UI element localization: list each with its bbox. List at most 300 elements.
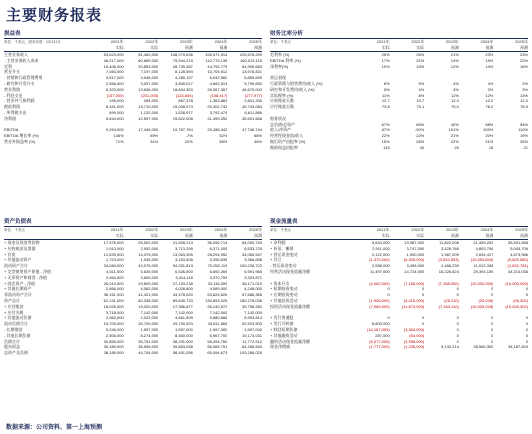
cell-value: 82,338,000 <box>138 297 159 303</box>
cell-value: 11,772,512 <box>242 338 262 344</box>
cell-value: 14,724,000 <box>404 268 425 274</box>
row-label: 流动负债合计 <box>4 321 28 327</box>
cell-value: 2,506,000 <box>105 332 124 338</box>
row-label: 毛利 <box>4 63 12 69</box>
type-header: 实际 <box>124 45 159 52</box>
row-label: 营业外损益率 (%) <box>4 138 36 144</box>
income-table <box>4 39 262 145</box>
cell-value: 12.0 <box>485 98 494 104</box>
cell-value: 2,558,000 <box>371 263 390 269</box>
cell-value: 13% <box>519 92 528 98</box>
cell-value: 19,320,000 <box>138 303 159 309</box>
type-header: 预测 <box>424 45 459 52</box>
cell-value: 4,662,913 <box>209 80 228 86</box>
row-label: + 其他流动资产 <box>4 257 32 263</box>
cell-value: 3,296,835 <box>209 257 228 263</box>
cell-value: 0 <box>525 315 528 321</box>
cell-value: 25,502,000 <box>138 240 159 245</box>
balance-rows <box>4 240 262 356</box>
cell-value: 5,644,000 <box>105 115 124 121</box>
cell-value: 58,451,056 <box>172 350 193 356</box>
cell-value: 4,673,986 <box>510 251 528 257</box>
cell-value: 3,747,000 <box>406 245 425 251</box>
cell-value: 3,428,789 <box>441 245 459 251</box>
cell-value: 6,692,269 <box>209 268 228 274</box>
row-label: EBITDA 利率 (%) <box>270 57 301 63</box>
table-row <box>4 139 262 145</box>
cell-value: 27,153,238 <box>172 280 193 286</box>
cell-value: 39,863,038 <box>172 344 193 350</box>
cell-value: 30,855,000 <box>103 338 124 344</box>
cell-value: 52% <box>219 133 228 139</box>
cell-value: 195,000 <box>109 98 124 104</box>
cell-value: 8,460,000 <box>175 332 193 338</box>
cell-value: 12% <box>485 92 494 98</box>
cell-value: (11,673,000) <box>401 303 425 309</box>
cell-value: 3,849,017 <box>175 80 193 86</box>
cell-value: 3,414,118 <box>175 274 193 280</box>
cell-value: (7,183,110) <box>438 303 459 309</box>
cell-value: 28,294,952 <box>207 251 228 257</box>
cell-value: 29,394,159 <box>473 268 494 274</box>
cell-value: 103,286,025 <box>239 350 262 356</box>
cell-value: 14,375,000 <box>138 251 159 257</box>
unit-label: 单位：千美元 <box>270 40 291 44</box>
row-label: 负债合计 <box>4 338 20 344</box>
row-label: + 现金及现金等价物 <box>4 240 40 245</box>
cell-value: 33,116,309 <box>207 280 228 286</box>
cell-value: (25,028) <box>478 297 494 303</box>
cell-value: 0 <box>525 321 528 327</box>
row-label: 流动资产合计 <box>4 263 28 269</box>
cell-value: 47,746,744 <box>241 127 262 133</box>
cell-value: 35,751,000 <box>138 338 159 344</box>
table-row <box>270 344 528 350</box>
cell-value: 22% <box>381 133 390 139</box>
row-label: 税前权益回报率 <box>270 144 298 150</box>
cell-value: 62,131,000 <box>103 297 124 303</box>
cell-value: 4% <box>453 86 459 92</box>
cell-value: 4,028,800 <box>175 286 193 292</box>
cell-value: 25 <box>454 144 459 150</box>
cell-value: 2,841,330 <box>244 98 262 104</box>
type-header: 预测 <box>459 45 494 52</box>
cell-value: 21% <box>450 133 459 139</box>
cell-value: 225,576,290 <box>239 52 262 57</box>
cell-value: 36,151,000 <box>103 292 124 298</box>
cell-value: 11,012,338 <box>473 263 494 269</box>
row-label: 营运表现 <box>270 75 286 81</box>
cell-value: 8,128,594 <box>175 69 193 75</box>
cell-value: 6,526,500 <box>175 268 193 274</box>
row-label: + 资本开支 <box>270 280 290 286</box>
cell-value: 75.0 <box>451 104 459 110</box>
cell-value: 3,370,709 <box>209 274 228 280</box>
cell-value: 53,623,000 <box>103 52 124 57</box>
year-header: 2021年 <box>376 227 390 232</box>
cell-value: 21% <box>416 57 425 63</box>
cell-value: 44,704,000 <box>138 350 159 356</box>
cell-value: 7,142,000 <box>209 309 228 315</box>
row-label: + 应付账款 <box>4 303 24 309</box>
cell-value: 3,366,698 <box>244 257 262 263</box>
cell-value: 29,790,923 <box>172 321 193 327</box>
cell-value: (124,654) <box>175 92 193 98</box>
row-label: 实际税率 (%) <box>270 92 294 98</box>
cell-value: 26% <box>416 138 425 144</box>
cell-value: 0 <box>491 338 494 344</box>
row-label: + 长期投资变动 <box>270 292 298 298</box>
cell-value: 17,576,000 <box>103 240 124 245</box>
cell-value: 7,142,000 <box>140 309 159 315</box>
cell-value: 53,624,626 <box>207 292 228 298</box>
cell-value: 5,993,814 <box>244 315 262 321</box>
cell-value: 43,611,869 <box>207 321 228 327</box>
cell-value: 0 <box>456 326 459 332</box>
row-label: 行政管理与销售费用/收入 (%) <box>270 80 323 86</box>
row-label: 非流动资产合计 <box>4 292 32 298</box>
row-label: + 发行普通股 <box>270 315 294 321</box>
cell-value: 43,478,020 <box>172 292 193 298</box>
cell-value: 5% <box>418 80 425 86</box>
row-label: - 营运资金变动 <box>270 263 297 269</box>
balance-sheet-panel <box>4 218 262 356</box>
cell-value: 67% <box>381 121 390 127</box>
cell-value: 87% <box>381 127 390 133</box>
cell-value: 89% <box>150 133 159 139</box>
cell-value: (54,000) <box>409 332 425 338</box>
cell-value: 180,276,036 <box>239 297 262 303</box>
cell-value: (201,000) <box>141 92 159 98</box>
cell-value: 1,597,000 <box>175 326 193 332</box>
cell-value: 2,952,000 <box>140 245 159 251</box>
cell-value: 9,254,000 <box>105 127 124 133</box>
cell-value: 8% <box>383 80 390 86</box>
row-label: 营业开支 <box>4 69 20 75</box>
row-label: + 定型使用资产原值 - 净值 <box>4 268 52 274</box>
year-header: 2024年 <box>480 227 494 232</box>
cell-value: 160,019,115 <box>240 57 262 63</box>
cell-value: 0 <box>491 292 494 298</box>
cash-flow-panel <box>270 218 528 350</box>
cell-value: 7,083,000 <box>105 69 124 75</box>
cell-value: 45,743,084 <box>241 104 262 110</box>
cell-value: 18 <box>488 144 494 150</box>
type-header: 实际 <box>390 233 425 240</box>
cell-value: 2,122,000 <box>371 251 390 257</box>
cell-value: 0 <box>422 321 425 327</box>
row-label: + 赎回短期负债 <box>270 326 298 332</box>
cell-value: 35,591,668 <box>241 115 262 121</box>
type-header: 预测 <box>493 233 528 240</box>
row-label: + 其他长期资产 <box>4 286 32 292</box>
cell-value: 26,067,367 <box>207 86 228 92</box>
row-label: - 其他长期负债 <box>4 332 31 338</box>
cell-value: 0 <box>525 338 528 344</box>
row-label: 应收账款天数 <box>270 98 294 104</box>
cell-value: 26,140,572 <box>207 303 228 309</box>
type-header: 实际 <box>89 233 124 240</box>
cell-value: 19% <box>519 133 528 139</box>
cell-value: (1,370,000) <box>369 257 390 263</box>
cell-value: 5,644,000 <box>371 240 390 245</box>
row-label: + 营运资金变动 <box>270 251 298 257</box>
type-header: 预测 <box>227 45 262 52</box>
cell-value: 19% <box>485 57 494 63</box>
cell-value: 108,279,636 <box>170 52 193 57</box>
row-label: - 利息支出 <box>4 92 23 98</box>
ratio-analysis-panel <box>270 30 528 151</box>
cell-value: 14% <box>485 63 494 69</box>
cell-value: (10,000,000) <box>470 280 494 286</box>
cell-value: (7,158,000) <box>438 280 459 286</box>
type-header: 实际 <box>355 233 390 240</box>
cell-value: 36,096,714 <box>207 240 228 245</box>
type-header: 实际 <box>390 45 425 52</box>
cell-value: 0 <box>456 315 459 321</box>
year-header: 2025年 <box>249 39 262 44</box>
cell-value: 130,893,025 <box>205 297 228 303</box>
cell-value: 12.0 <box>520 98 528 104</box>
cell-value: 11,497,000 <box>369 268 390 274</box>
cell-value: 1,363,883 <box>209 98 228 104</box>
cell-value: 101% <box>448 127 459 133</box>
cell-value: 2,964,000 <box>105 274 124 280</box>
cell-value: 0 <box>456 286 459 292</box>
row-label: 主营业务收入 <box>4 52 28 57</box>
cell-value: (25,110) <box>444 297 459 303</box>
cell-value: 22% <box>184 138 193 144</box>
cell-value: 1,526,977 <box>175 109 193 115</box>
cell-value: 42,075,000 <box>138 263 159 269</box>
cell-value: 0 <box>525 292 528 298</box>
cell-value: (14,167,000) <box>367 326 390 332</box>
type-header: 预测 <box>424 233 459 240</box>
cell-value: 13,636,000 <box>138 86 159 92</box>
cell-value: 5,799,832 <box>244 80 262 86</box>
cell-value: (1,777,000) <box>369 344 390 350</box>
cell-value: 4% <box>487 80 494 86</box>
cell-value: 12,839,000 <box>103 251 124 257</box>
cell-value: 9,143,214 <box>441 344 459 350</box>
row-label: 经营性现金流/收入 <box>270 133 304 139</box>
cell-value: (6,405,000) <box>403 257 425 263</box>
cell-value: (108,417) <box>210 92 228 98</box>
cell-value: 54% <box>519 121 528 127</box>
cell-value: 23% <box>519 52 528 57</box>
cell-value: 6,341,000 <box>105 104 124 110</box>
cell-value: 5,635,000 <box>140 268 159 274</box>
cell-value: 25,302,742 <box>207 104 228 110</box>
row-label: + 发行可转债 <box>270 321 294 327</box>
cell-value: 21% <box>485 138 494 144</box>
ratios-table <box>270 39 528 151</box>
cell-value: 38,291,000 <box>172 338 193 344</box>
cell-value: 3% <box>522 86 528 92</box>
row-label: 总资产及负债 <box>4 350 28 356</box>
cell-value: 0 <box>525 326 528 332</box>
cell-value: 1,132,000 <box>140 109 159 115</box>
cell-value: 3,495,000 <box>406 263 425 269</box>
panel-heading: 损益表 <box>4 30 262 39</box>
row-label: - 营销和行政管理费用 <box>4 75 43 81</box>
row-label: 现金净增减 <box>270 344 290 350</box>
cell-value: (277,977) <box>244 92 262 98</box>
cell-value: 6,323,000 <box>105 86 124 92</box>
cell-value: 3,057,000 <box>140 80 159 86</box>
row-label: - 所得税支出 <box>4 109 27 115</box>
cell-value: 15,822,008 <box>172 115 193 121</box>
cell-value: 0 <box>387 286 390 292</box>
cell-value: 26% <box>416 52 425 57</box>
cell-value: 4% <box>453 80 459 86</box>
cell-value: (10,025,028) <box>470 303 494 309</box>
cell-value: 11,822,008 <box>439 240 459 245</box>
cell-value: 46,679,002 <box>241 86 262 92</box>
panel-heading: 资产负债表 <box>4 218 262 227</box>
cell-value: 23% <box>485 52 494 57</box>
cell-value: 65% <box>416 121 425 127</box>
cell-value: 1,945,000 <box>140 257 159 263</box>
row-label: + 无形资产和商誉 - 净值 <box>4 274 48 280</box>
cell-value: 7,197,000 <box>140 69 159 75</box>
unit-label: 单位：千美元 <box>270 228 291 232</box>
cell-value: 1,987,009 <box>441 251 459 257</box>
cell-value: 0 <box>422 315 425 321</box>
cell-value: 46% <box>253 138 262 144</box>
cell-value: 2,694,417 <box>475 251 494 257</box>
page-title: 主要财务报表 <box>6 6 103 24</box>
table-row <box>270 145 528 151</box>
row-label: + 固定资产 - 净值 <box>4 280 36 286</box>
cell-value: 26,014,000 <box>103 280 124 286</box>
cell-value: 115 <box>383 144 390 150</box>
cell-value: 68% <box>253 133 262 139</box>
unit-label: 单位：千美元，财务年度：12月31日 <box>4 40 61 44</box>
cell-value: 18,025,000 <box>103 303 124 309</box>
type-header: 预测 <box>459 233 494 240</box>
cell-value: (1,906,000) <box>369 297 390 303</box>
type-header: 实际 <box>124 233 159 240</box>
cell-value: 21% <box>450 52 459 57</box>
year-header: 2025年 <box>515 227 528 232</box>
cell-value: 15,008,974 <box>172 104 193 110</box>
cell-value: 21 <box>523 144 528 150</box>
row-label: 净利润 <box>4 115 16 121</box>
year-header: 2022年 <box>145 39 159 44</box>
cell-value: 60,889,000 <box>138 57 159 63</box>
cell-value: (3,358,000) <box>403 338 425 344</box>
cell-value: 2,962,000 <box>105 315 124 321</box>
row-label: 财务状况 <box>270 115 286 121</box>
row-label: + 其它 <box>270 257 282 263</box>
unit-label: 单位：千美元 <box>4 228 25 232</box>
cell-value: 14% <box>450 57 459 63</box>
row-label: - 研究和开发开支 <box>4 80 35 86</box>
cell-value: 36,906,000 <box>138 344 159 350</box>
cell-value: 20% <box>485 133 494 139</box>
cell-value: 56,065,751 <box>207 344 228 350</box>
year-header: 2023年 <box>445 227 459 232</box>
income-rows <box>4 52 262 145</box>
cell-value: 100,226,722 <box>239 263 262 269</box>
cell-value: 2,866,000 <box>105 286 124 292</box>
cell-value: (7,089,000) <box>369 303 390 309</box>
income-statement-panel <box>4 30 262 145</box>
row-label: - 长期借款 <box>4 326 23 332</box>
type-header: 预测 <box>193 45 228 52</box>
cell-value: 58% <box>485 121 494 127</box>
year-header: 2025年 <box>515 39 528 44</box>
cell-value: 867,378 <box>178 98 193 104</box>
row-label: 经营活动现金流量净额 <box>270 268 310 274</box>
row-label: 研究和开发费用/收入 (%) <box>270 86 315 92</box>
cell-value: 3,946,000 <box>140 75 159 81</box>
cell-value: 10,705,912 <box>207 69 228 75</box>
cell-value: 4,082,000 <box>140 286 159 292</box>
cell-value: 26,709,000 <box>138 321 159 327</box>
year-header: 2025年 <box>249 227 262 232</box>
cell-value: 84,000,740 <box>241 240 262 245</box>
cell-value: 22% <box>416 133 425 139</box>
cell-value: 41,421,000 <box>138 292 159 298</box>
cell-value: 16,226,524 <box>438 268 459 274</box>
cell-value: 13,987,000 <box>404 240 425 245</box>
cell-value: 38,566,300 <box>473 344 494 350</box>
cell-value: 55% <box>219 138 228 144</box>
year-header: 2021年 <box>110 227 124 232</box>
cell-value: 10,173,031 <box>241 332 262 338</box>
cell-value: 6,042,560 <box>209 75 228 81</box>
cell-value: (157,000) <box>106 92 124 98</box>
cell-value: 4,248,000 <box>244 286 262 292</box>
cell-value: 15% <box>381 138 390 144</box>
cell-value: 71% <box>115 138 124 144</box>
cell-value: 8,803,000 <box>371 321 390 327</box>
cell-value: 0 <box>491 321 494 327</box>
cell-value: 5% <box>383 86 390 92</box>
year-header: 2021年 <box>376 39 390 44</box>
cell-value: 0 <box>387 292 390 298</box>
year-header: 2021年 <box>110 39 124 44</box>
cell-value: 5,245,000 <box>105 326 124 332</box>
cell-value: 287,000 <box>375 332 390 338</box>
cell-value: (10,000,000) <box>505 280 528 286</box>
panel-heading: 现金流量表 <box>270 218 528 227</box>
cell-value: -90% <box>414 127 425 133</box>
cell-value: 6,967,700 <box>209 332 228 338</box>
type-header: 预测 <box>227 233 262 240</box>
cell-value: 110% <box>518 127 528 133</box>
cell-value: (10,026,302) <box>505 303 528 309</box>
cell-value: 2,911,000 <box>372 245 390 251</box>
cell-value: 81,462,000 <box>138 52 159 57</box>
cell-value: (5,077,000) <box>369 338 390 344</box>
cell-value: 79.1 <box>416 104 425 110</box>
cell-value: (4,415,000) <box>403 297 425 303</box>
cell-value: 3% <box>487 86 494 92</box>
row-label: 税前利润 <box>4 104 20 110</box>
cell-value: 15,406,000 <box>103 63 124 69</box>
balance-table <box>4 227 262 356</box>
cell-value: 4,661,509 <box>175 315 193 321</box>
row-label: + 其他流动负债 <box>4 315 32 321</box>
year-header: 2023年 <box>445 39 459 44</box>
row-label: 资产总计 <box>4 297 20 303</box>
cell-value: 46,217,000 <box>103 57 124 63</box>
year-header: 2024年 <box>214 227 228 232</box>
cell-value: 0 <box>456 338 459 344</box>
